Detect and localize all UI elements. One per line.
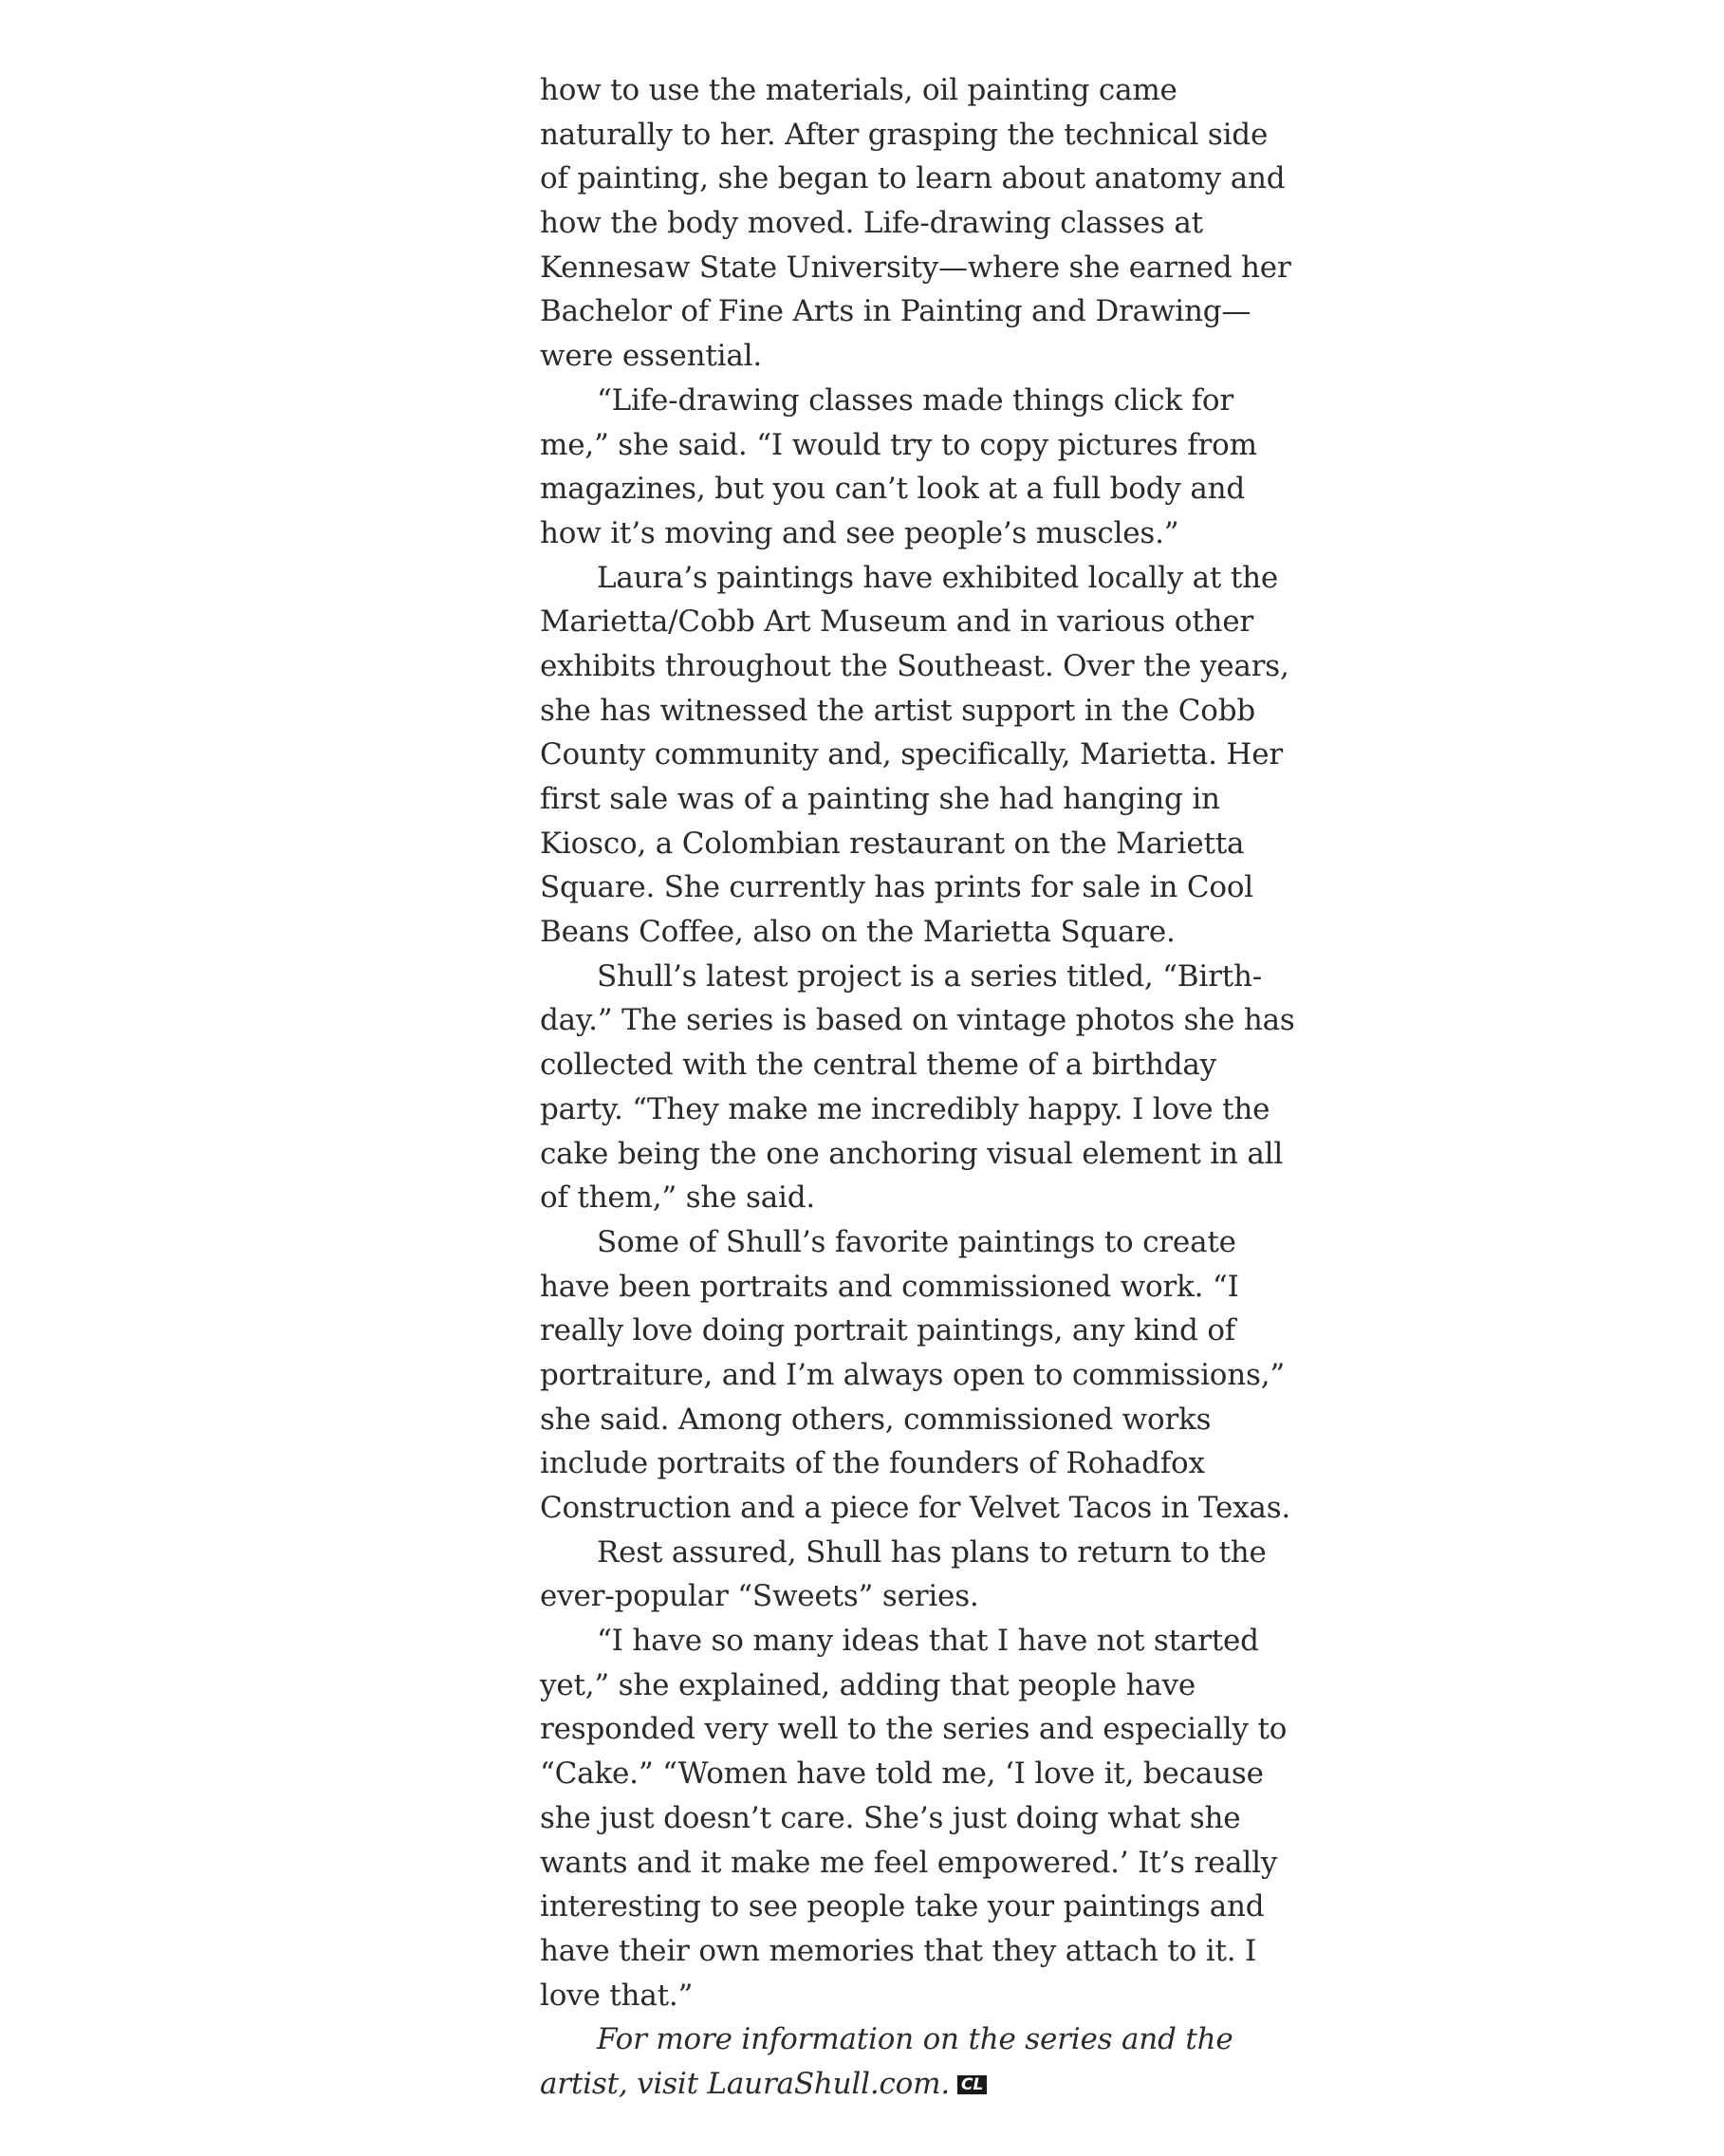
text-line: interesting to see people take your paintings and <box>540 1889 1265 1924</box>
text-line: collected with the central theme of a birthday <box>540 1048 1216 1083</box>
text-line: party. “They make me incredibly happy. I love the <box>540 1091 1270 1126</box>
text-line: “Cake.” “Women have told me, ‘I love it, because <box>540 1756 1264 1792</box>
text-line: she has witnessed the artist support in the Cobb <box>540 693 1256 728</box>
text-line: have been portraits and commissioned work. “I <box>540 1269 1239 1304</box>
text-line: how to use the materials, oil painting came <box>540 73 1177 107</box>
text-line: Construction and a piece for Velvet Tacos in Texas. <box>540 1491 1291 1525</box>
text-line: Kennesaw State University—where she earned her <box>540 250 1291 285</box>
text-line: exhibits throughout the Southeast. Over the years, <box>540 648 1289 683</box>
text-line: responded very well to the series and especially to <box>540 1712 1288 1747</box>
closing-note <box>540 2017 1233 2106</box>
text-line: me,” she said. “I would try to copy pictures from <box>540 427 1257 462</box>
closing-line: artist, visit LauraShull.com. <box>540 2066 950 2101</box>
text-line: were essential. <box>540 339 762 374</box>
text-line: Beans Coffee, also on the Marietta Square. <box>540 915 1176 950</box>
text-line: how it’s moving and see people’s muscles.” <box>540 515 1179 550</box>
text-line: day.” The series is based on vintage photos she has <box>540 1003 1295 1038</box>
text-line: she said. Among others, commissioned works <box>540 1402 1212 1437</box>
article-column <box>540 68 1295 2107</box>
text-line: Square. She currently has prints for sale in Cool <box>540 870 1254 905</box>
text-line: yet,” she explained, adding that people have <box>540 1667 1196 1702</box>
closing-line-with-mark <box>540 2062 1195 2107</box>
article-paragraph <box>540 1220 1291 1531</box>
article-paragraph <box>540 379 1257 556</box>
text-line: of them,” she said. <box>540 1180 815 1216</box>
text-line: ever-popular “Sweets” series. <box>540 1579 979 1614</box>
text-line: magazines, but you can’t look at a full body and <box>540 472 1246 507</box>
closing-line: For more information on the series and the <box>597 2022 1233 2057</box>
text-line: “I have so many ideas that I have not started <box>597 1624 1259 1659</box>
article-paragraph <box>540 1531 1267 1619</box>
article-paragraph <box>540 556 1289 955</box>
text-line: naturally to her. After grasping the technical side <box>540 117 1269 152</box>
article-paragraph <box>540 955 1295 1220</box>
text-line: Bachelor of Fine Arts in Painting and Drawing— <box>540 294 1251 329</box>
text-line: love that.” <box>540 1978 694 2013</box>
text-line: include portraits of the founders of Rohadfox <box>540 1446 1205 1481</box>
text-line: wants and it make me feel empowered.’ It’s really <box>540 1845 1278 1880</box>
article-paragraph <box>540 1619 1288 2017</box>
text-line: how the body moved. Life-drawing classes at <box>540 206 1203 241</box>
text-line: Some of Shull’s favorite paintings to create <box>597 1224 1236 1259</box>
text-line: Kiosco, a Colombian restaurant on the Marietta <box>540 826 1245 861</box>
text-line: cake being the one anchoring visual element in all <box>540 1136 1284 1171</box>
text-line: have their own memories that they attach to it. I <box>540 1933 1257 1968</box>
article-paragraph <box>540 68 1291 379</box>
text-line: really love doing portrait paintings, any kind of <box>540 1313 1236 1348</box>
text-line: portraiture, and I’m always open to commissions,” <box>540 1357 1286 1392</box>
text-line: she just doesn’t care. She’s just doing what she <box>540 1800 1241 1835</box>
text-line: Shull’s latest project is a series titled, “Birth- <box>597 958 1263 994</box>
text-line: Rest assured, Shull has plans to return to the <box>597 1534 1267 1570</box>
end-mark-logo: CL <box>957 2075 987 2094</box>
text-line: County community and, specifically, Marietta. Her <box>540 737 1283 772</box>
text-line: “Life-drawing classes made things click for <box>597 382 1233 418</box>
text-line: Laura’s paintings have exhibited locally at the <box>597 560 1279 595</box>
text-line: Marietta/Cobb Art Museum and in various other <box>540 604 1254 640</box>
text-line: first sale was of a painting she had hanging in <box>540 782 1220 816</box>
text-line: of painting, she began to learn about anatomy and <box>540 161 1286 196</box>
